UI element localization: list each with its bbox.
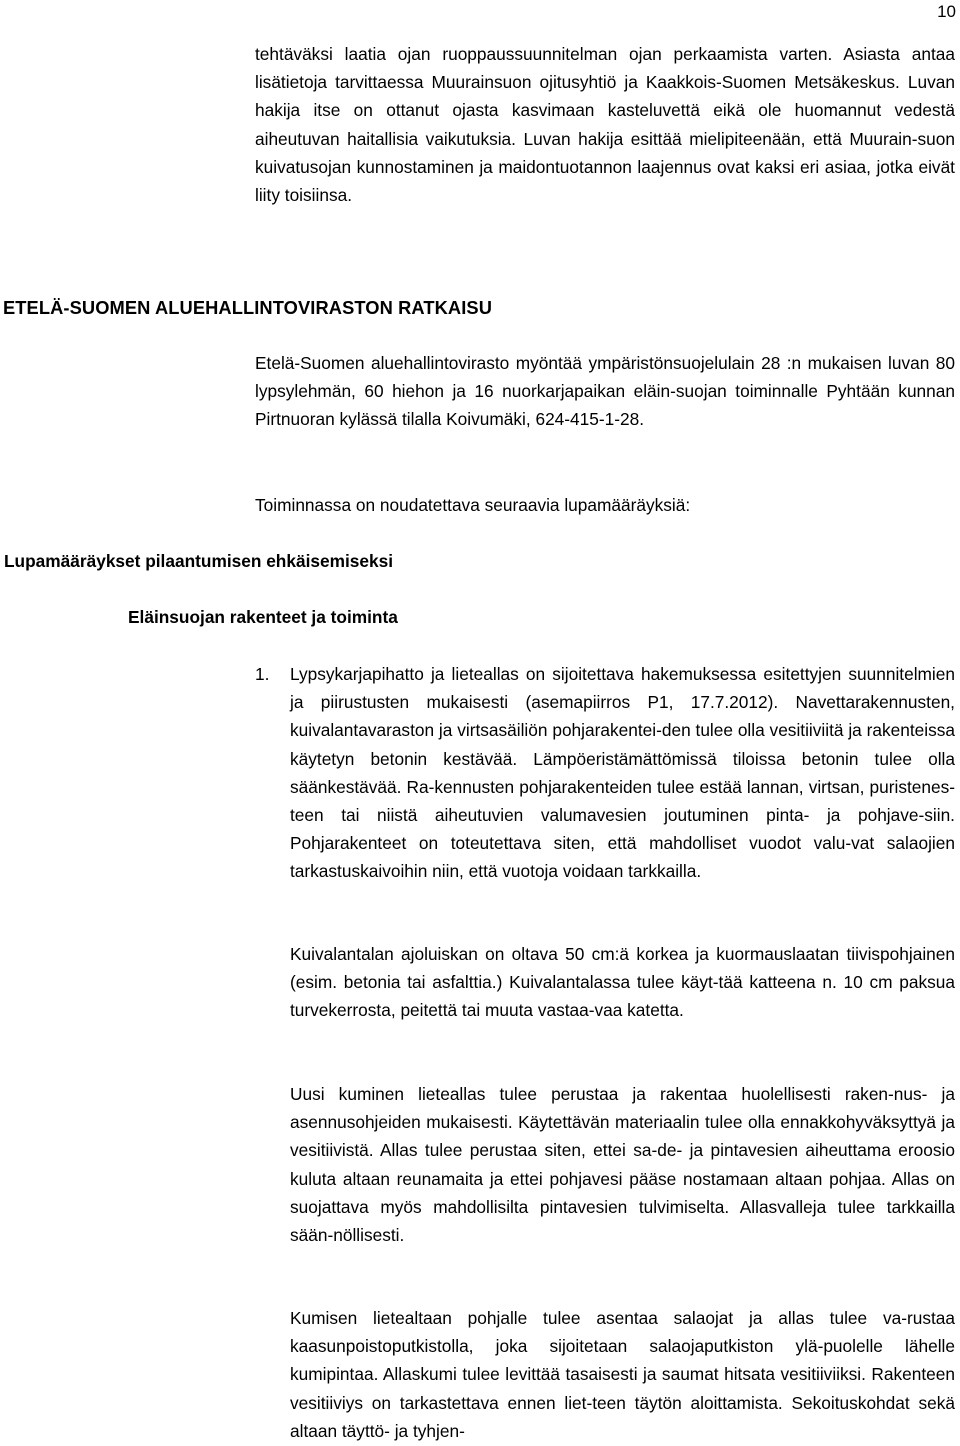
list-item-paragraph-1: Lypsykarjapihatto ja lieteallas on sijoitettava hakemuksessa esitettyjen suunnitelmien ja piirustusten mukaisesti (asemapiirros P1, 17.7.2012). Navettarakennusten, kuivalantavaraston ja virtsasäiliön pohjarakentei-den tulee olla vesitiiviitä ja rakenteissa käytetyn betonin kestävää. Lämpöeristämättömissä tiloissa betonin tulee olla säänkestävää. Ra-kennusten pohjarakenteiden tulee estää lannan, virtsan, puristenes-teen tai niistä aiheutuvien valumavesien joutuminen pinta- ja pohjave-siin. Pohjarakenteet on toteutettava siten, että mahdolliset vuodot valu-vat salaojien tarkastuskaivoihin niin, että vuotoja voidaan tarkkailla. (290, 664, 955, 882)
decision-paragraph: Etelä-Suomen aluehallintovirasto myöntää ympäristönsuojelulain 28 :n mukaisen luvan 80 lypsylehmän, 60 hiehon ja 16 nuorkarjapaikan eläin-suojan toiminnalle Pyhtään kunnan Pirtnuoran kylässä tilalla Koivumäki, 624-415-1-28. (255, 353, 955, 430)
list-item-paragraph-4: Kumisen lietealtaan pohjalle tulee asentaa salaojat ja allas tulee va-rustaa kaasunpoistoputkistolla, joka sijoitetaan salaojaputkiston ylä-puolelle lähelle kumipintaa. Allaskumi tulee levittää tasaisesti ja saumat hitsata vesitiiviiksi. Rakenteen vesitiiviys on tarkastettava ennen liet-teen täytön aloittamista. Sekoituskohdat sekä altaan täyttö- ja tyhjen- (290, 1308, 955, 1441)
list-item-paragraph-3: Uusi kuminen lieteallas tulee perustaa ja rakentaa huolellisesti raken-nus- ja asennusohjeiden mukaisesti. Käytettävän materiaalin tulee olla ennakkohyväksyttyä ja vesitiivistä. Allas tulee perustaa siten, ettei sa-de- ja pintavesien aiheuttama eroosio kuluta altaan reunamaita ja ettei pohjavesi pääse nostamaan altaan pohjaa. Allas on suojattava myös mahdollisilta pintavesien tulvimiselta. Allasvalleja tulee tarkkailla sään-nöllisesti. (290, 1084, 955, 1246)
list-item-paragraph-2: Kuivalantalan ajoluiskan on oltava 50 cm:ä korkea ja kuormauslaatan tiivispohjainen (esim. betonia tai asfalttia.) Kuivalantalassa tulee käyt-tää katteena n. 10 cm paksua turvekerrosta, peitettä tai muuta vastaa-vaa katetta. (290, 944, 955, 1021)
list-item-number: 1. (255, 664, 270, 684)
section-heading: Lupamääräykset pilaantumisen ehkäisemiseksi (4, 551, 394, 571)
subsection-heading: Eläinsuojan rakenteet ja toiminta (128, 607, 398, 627)
main-heading: ETELÄ-SUOMEN ALUEHALLINTOVIRASTON RATKAISU (3, 297, 492, 318)
lead-in-text: Toiminnassa on noudatettava seuraavia lupamääräyksiä: (255, 495, 691, 515)
intro-paragraph: tehtäväksi laatia ojan ruoppaussuunnitelman ojan perkaamista varten. Asiasta antaa lisätietoja tarvittaessa Muurainsuon ojitusyhtiö ja Kaakkois-Suomen Metsäkeskus. Luvan hakija itse on ottanut ojasta kasvimaan kasteluvettä eikä ole huomannut vedestä aiheutuvan haitallisia vaikutuksia. Luvan hakija esittää mielipiteenään, että Muurain-suon kuivatusojan kunnostaminen ja maidontuotannon laajennus ovat kaksi eri asiaa, jotka eivät liity toisiinsa. (255, 44, 955, 206)
page-number: 10 (937, 2, 956, 21)
